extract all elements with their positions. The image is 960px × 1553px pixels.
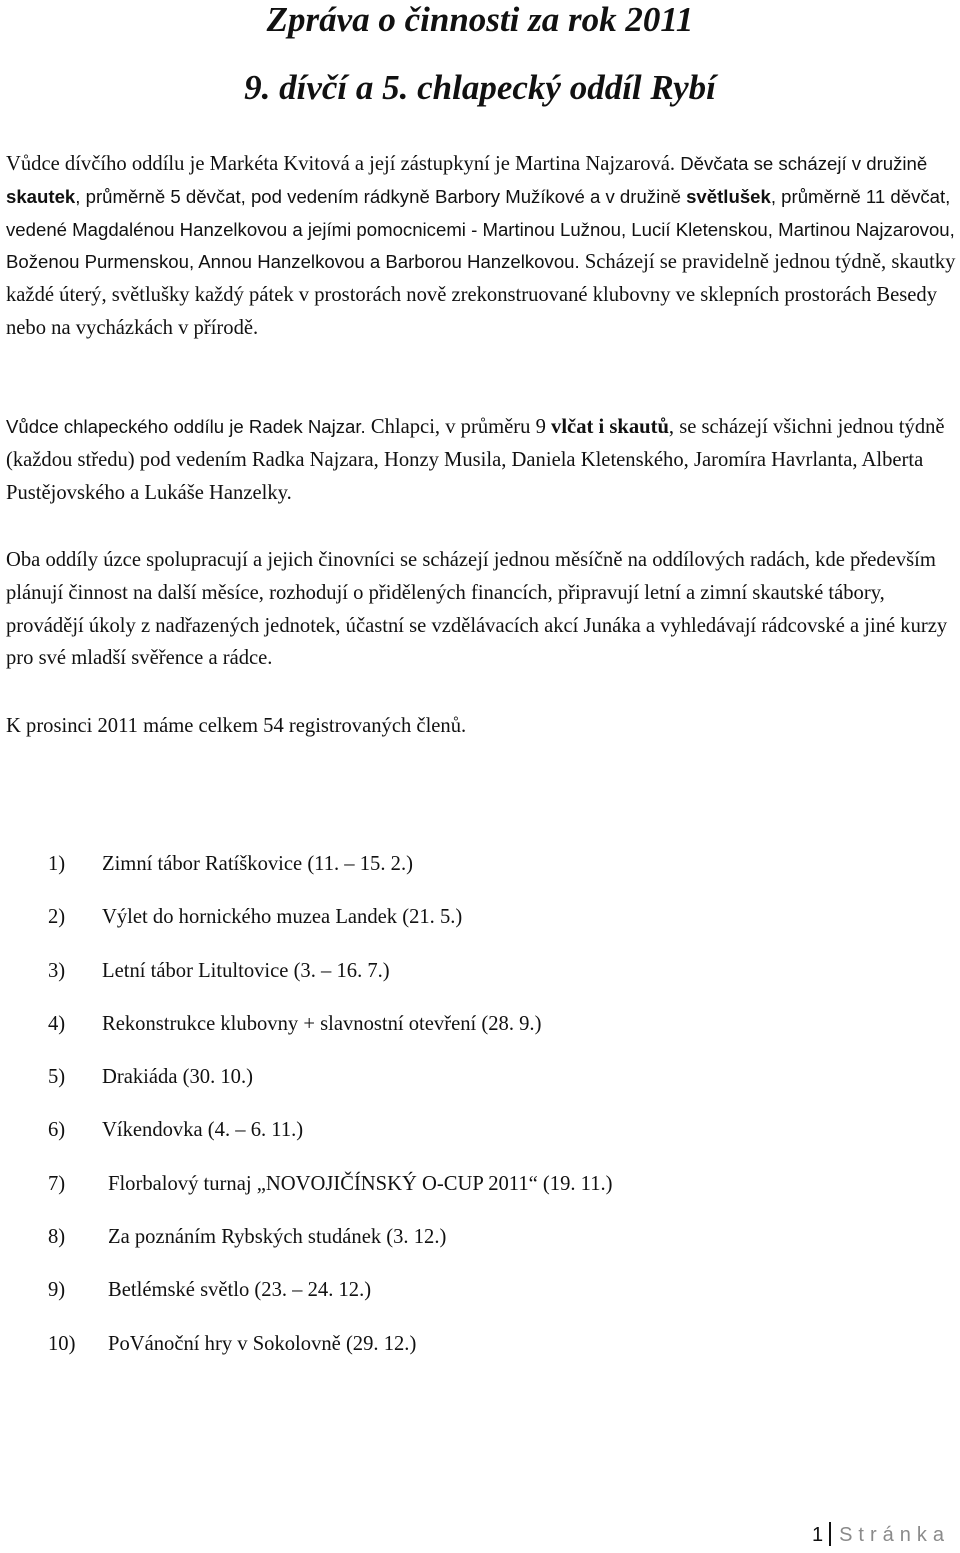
- list-item-text: Florbalový turnaj „NOVOJIČÍNSKÝ O-CUP 2011“ (19. 11.): [108, 1172, 613, 1195]
- list-item: [0, 1221, 960, 1274]
- paragraph-cooperation: Oba oddíly úzce spolupracují a jejich činovníci se scházejí jednou měsíčně na oddílových radách, kde především plánují činnost na další měsíce, rozhodují o přidělených financích, připravují letní a zimní skautské tábory, provádějí úkoly z nadřazených jednotek, účastní se vzdělávacích akcí Junáka a vyhledávají rádcovské a jiné kurzy pro své mladší svěřence a rádce.: [6, 549, 948, 670]
- list-item: [0, 1274, 960, 1327]
- paragraph-text: Děvčata se scházejí v družině: [680, 153, 928, 174]
- page-number: 1: [811, 1524, 824, 1546]
- list-item: [0, 1168, 960, 1221]
- paragraph-girls-unit: [6, 148, 956, 345]
- list-item: [0, 1061, 960, 1114]
- list-item-number: 9): [48, 1279, 66, 1302]
- list-item: [0, 1328, 960, 1381]
- list-item-number: 8): [48, 1226, 66, 1249]
- list-item-number: 7): [48, 1172, 66, 1195]
- list-item-text: Betlémské světlo (23. – 24. 12.): [108, 1279, 372, 1302]
- list-item-text: PoVánoční hry v Sokolovně (29. 12.): [108, 1332, 417, 1355]
- list-item-text: Rekonstrukce klubovny + slavnostní otevření (28. 9.): [102, 1012, 542, 1035]
- list-item-number: 10): [48, 1332, 76, 1355]
- paragraph-text: Chlapci, v průměru 9: [365, 416, 552, 438]
- list-item-text: Víkendovka (4. – 6. 11.): [102, 1119, 304, 1142]
- list-item-number: 6): [48, 1119, 66, 1142]
- list-item-text: Drakiáda (30. 10.): [102, 1066, 253, 1089]
- list-item: [0, 955, 960, 1008]
- paragraph-bold-text: vlčat i skautů: [551, 416, 669, 438]
- paragraph-text: Vůdce chlapeckého oddílu je Radek Najzar.: [6, 416, 366, 437]
- footer-divider: [829, 1522, 831, 1546]
- list-item-text: Výlet do hornického muzea Landek (21. 5.): [102, 906, 463, 929]
- page-label: Stránka: [839, 1524, 950, 1546]
- list-item-number: 1): [48, 853, 66, 875]
- list-item: [0, 1114, 960, 1167]
- paragraph-bold-text: světlušek: [686, 185, 771, 207]
- list-item-text: Letní tábor Litultovice (3. – 16. 7.): [102, 959, 390, 982]
- list-item: [0, 848, 960, 901]
- list-item-number: 2): [48, 906, 66, 929]
- paragraph-boys-unit: [6, 411, 956, 509]
- paragraph-bold-text: skautek: [6, 185, 76, 207]
- paragraph-text: , průměrně 5 děvčat, pod vedením rádkyně Barbory Mužíkové a v družině: [75, 185, 687, 207]
- events-list: [0, 848, 960, 1381]
- paragraph-text: , se scházejí všichni jednou týdně (každou středu) pod vedením Radka Najzara, Honzy Musila, Daniela Kletenského, Jaromíra Havrlanta, Alberta Pustějovského a Lukáše Hanzelky.: [6, 416, 945, 504]
- list-item-number: 5): [48, 1066, 66, 1089]
- page-footer: [812, 1522, 950, 1548]
- document-title: Zpráva o činnosti za rok 2011: [266, 0, 694, 39]
- paragraph-membership: K prosinci 2011 máme celkem 54 registrovaných členů.: [6, 715, 467, 737]
- paragraph-text: Vůdce dívčího oddílu je Markéta Kvitová a její zástupkyní je Martina Najzarová.: [6, 153, 681, 175]
- list-item: [0, 901, 960, 954]
- list-item-text: Za poznáním Rybských studánek (3. 12.): [108, 1226, 447, 1249]
- list-item-number: 4): [48, 1012, 66, 1035]
- list-item-number: 3): [48, 959, 66, 982]
- paragraph-text: Scházejí se pravidelně jednou týdně, skautky každé úterý, světlušky každý pátek v prostorách nově zrekonstruované klubovny ve sklepních prostorách Besedy nebo na vycházkách v přírodě.: [6, 251, 956, 339]
- paragraph-text: , průměrně 11 děvčat, vedené Magdalénou Hanzelkovou a jejími pomocnicemi - Martinou Lužnou, Lucií Kletenskou, Martinou Najzarovou, Boženou Purmenskou, Annou Hanzelkovou a Barborou Hanzelkovou.: [6, 185, 955, 273]
- document-subtitle: 9. dívčí a 5. chlapecký oddíl Rybí: [244, 68, 716, 107]
- list-item-text: Zimní tábor Ratíškovice (11. – 15. 2.): [102, 853, 413, 875]
- list-item: [0, 1008, 960, 1061]
